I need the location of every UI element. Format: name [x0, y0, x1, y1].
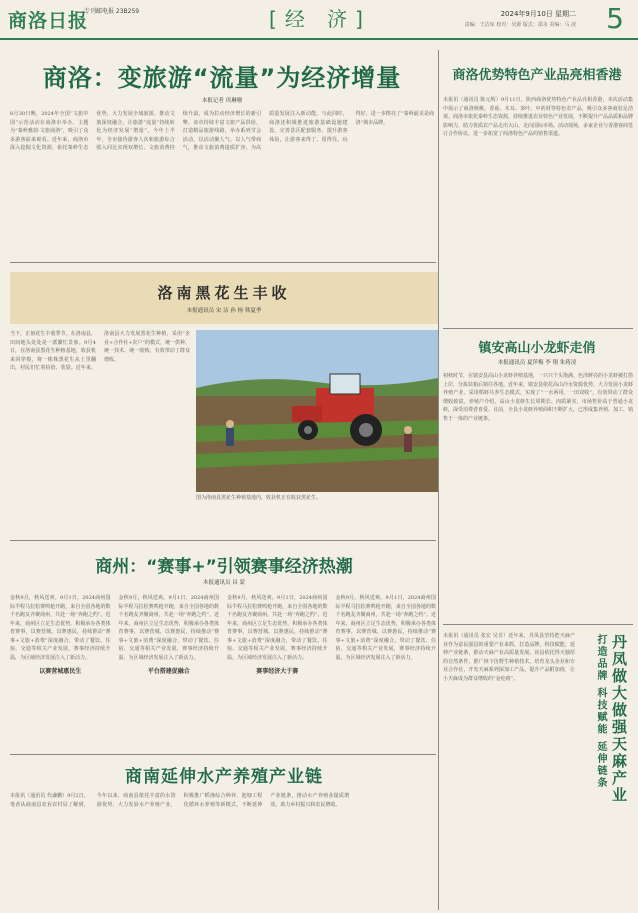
masthead — [0, 0, 638, 40]
peanut-headline: 洛南黑花生丰收 — [157, 284, 291, 302]
tianma-subheadline: 打造品牌 科技赋能 延伸链条 — [595, 634, 606, 789]
newspaper-logo: 商洛日报 — [8, 10, 89, 32]
section-tag: [经 济] — [269, 7, 371, 31]
tianma-vertical-headline — [580, 634, 630, 894]
hongkong-headline: 商洛优势特色产业品亮相香港 — [452, 68, 622, 83]
shangzhou-paragraph: 金秋9月，秋风送爽。9月1日，2024商州国际半程马拉松赛鸣枪开跑，来自全国各地的数千名跑友齐聚商州，共赴一场“奔跑之约”。近年来，商州区立足生态优势，积极承办各类体育赛事，以赛营城、以赛惠民，持续推动“赛事+文旅+消费”深度融合，带动了餐饮、住宿、交通等相关产业发展，赛事经济持续升温，为区域经济发展注入了新活力。 — [118, 595, 219, 661]
crayfish-headline: 镇安高山小龙虾走俏 — [478, 341, 596, 356]
shangnan-headline: 商南延伸水产养殖产业链 — [125, 767, 323, 787]
crayfish-byline: 本报通讯员 夏萍梅 李 翔 朱蒋凌 — [497, 360, 577, 366]
section-divider — [10, 754, 436, 755]
page-number: 5 — [606, 2, 624, 35]
shangzhou-body — [10, 594, 436, 750]
lead-body: 8月30日晚，2024年全国“文旅中国”示范活动在商洛市举办。主题为“秦岭雅韵·文旅商洛”，吸引了众多游客前来观看。近年来，商洛市深入挖掘文化资源，依托秦岭生态优势，大力发展全域旅游，推动文旅深度融合，让旅游“流量”持续转化为经济发展“增量”。今年上半年，全市接待游客人次和旅游综合收入同比实现双增长，文旅消费持续升温，成为拉动经济增长的新引擎。该市持续丰富文旅产品供给，打造精品旅游线路，举办系列节会活动，以活动聚人气、以人气带商气，推动文旅消费提质扩容，为高质量发展注入新动能。与此同时，商洛还积极推进旅游基础设施建设，完善景区配套服务，提升游客体验，让游客来得了、留得住、玩得好，进一步擦亮了“秦岭最美是商洛”城市品牌。 — [10, 111, 434, 151]
shangzhou-paragraph: 金秋9月，秋风送爽。9月1日，2024商州国际半程马拉松赛鸣枪开跑，来自全国各地的数千名跑友齐聚商州，共赴一场“奔跑之约”。近年来，商州区立足生态优势，积极承办各类体育赛事，以赛营城、以赛惠民，持续推动“赛事+文旅+消费”深度融合，带动了餐饮、住宿、交通等相关产业发展，赛事经济持续升温，为区域经济发展注入了新活力。 — [227, 595, 328, 661]
peanut-body: 当下，正值花生丰收季节。在洛南县，田间地头处处是一派繁忙景象。9月4日，在洛南县黑花生种植基地，收获机来回穿梭，将一株株黑花生从土里翻出，村民们忙着捡拾、装袋。近年来，洛南县大力发展黑花生种植，采用“企业+合作社+农户”的模式，统一供种、统一技术、统一收购，有效带动了群众增收。 — [10, 331, 190, 371]
shangzhou-subhead-3: 赛事经济大于赛 — [256, 668, 299, 675]
tianma-body: 本报讯（通讯员 张宏 吴非）近年来，丹凤县坚持把天麻产业作为富民强县的重要产业来抓，打造品牌，科技赋能，延伸产业链条，推动天麻产业高质量发展。该县依托得天独厚的自然条件，推广林下仿野生种植技术，培育龙头企业和专业合作社，开发天麻系列深加工产品，提升产品附加值，让小天麻成为群众增收的“金疙瘩”。 — [443, 633, 575, 682]
lead-byline: 本报记者 巩琳珊 — [201, 98, 243, 104]
column-divider — [438, 50, 439, 910]
shangzhou-paragraph: 金秋9月，秋风送爽。9月1日，2024商州国际半程马拉松赛鸣枪开跑，来自全国各地的数千名跑友齐聚商州，共赴一场“奔跑之约”。近年来，商州区立足生态优势，积极承办各类体育赛事，以赛营城、以赛惠民，持续推动“赛事+文旅+消费”深度融合，带动了餐饮、住宿、交通等相关产业发展，赛事经济持续升温，为区域经济发展注入了新活力。 — [10, 595, 111, 661]
tractor-harvest-image — [196, 330, 438, 492]
shangzhou-paragraph: 金秋9月，秋风送爽。9月1日，2024商州国际半程马拉松赛鸣枪开跑，来自全国各地的数千名跑友齐聚商州，共赴一场“奔跑之约”。近年来，商州区立足生态优势，积极承办各类体育赛事，以赛营城、以赛惠民，持续推动“赛事+文旅+消费”深度融合，带动了餐饮、住宿、交通等相关产业发展，赛事经济持续升温，为区域经济发展注入了新活力。 — [335, 595, 436, 661]
harvest-photo — [196, 330, 438, 492]
shangzhou-headline: 商州：“赛事+”引领赛事经济热潮 — [95, 557, 353, 577]
issue-date: 2024年9月10日 星期二 — [500, 10, 576, 18]
section-divider — [10, 540, 436, 541]
issue-editors: 责编：王洁琼 校对：吴源 版式：邵永 美编：马 凌 — [464, 22, 576, 28]
tianma-headline: 丹凤做大做强天麻产业 — [610, 634, 628, 804]
shangzhou-byline: 本报通讯员 昌 蒙 — [203, 580, 245, 586]
crayfish-body: 初秋时节，在镇安县高山小龙虾养殖基地，一只只个头饱满、色泽鲜亮的小龙虾被打捞上岸，分拣装箱后销往各地。近年来，镇安县依托高山冷水资源优势，大力发展小龙虾养殖产业，采用稻虾共养生态模式，实现了“一水两用、一田双收”，有效带动了群众增收致富。养殖户介绍，高山小龙虾生长周期长、肉质紧实，市场售价高于普通小龙虾，深受消费者喜爱。目前，全县小龙虾养殖面积不断扩大，已形成集养殖、加工、销售于一体的产业链条。 — [443, 373, 633, 422]
section-divider — [10, 262, 436, 263]
logo-subtitle: 专刊邮电报 23B259 — [84, 8, 140, 15]
shangzhou-subhead-2: 平台搭建促融合 — [147, 668, 190, 675]
hongkong-body: 本报讯（通讯员 陈元辉）9月11日，陕西商洛优势特色产业品亮相香港，本次活动集中展示了商洛核桃、香菇、木耳、茶叶、中药材等特色农产品，吸引众多客商驻足洽谈。商洛市依托秦岭生态资源，持续推进农业特色产业发展，不断提升产品品质和品牌影响力，助力优质农产品走出大山、走向国际市场。活动现场，多家企业与香港客商签订合作协议，进一步拓宽了商洛特色产品的销售渠道。 — [443, 97, 633, 137]
shangnan-body: 本报讯（通讯员 代谦鹏）9月2日，笔者从商南县农业农村局了解到，今年以来，商南县依托丰富的水资源优势，大力发展水产养殖产业，积极推广稻渔综合种养、池塘工程化循环水养殖等新模式，不断延伸产业链条，推动水产养殖业提质增效，助力乡村振兴和农民增收。 — [10, 793, 350, 808]
section-divider — [443, 328, 633, 329]
section-divider — [443, 624, 633, 625]
photo-caption: 图为洛南县黑花生种植基地内，收获机正在收获黑花生。 — [196, 495, 322, 501]
peanut-byline: 本报通讯员 宋 洁 孙 杨 韩夏季 — [186, 308, 262, 314]
lead-headline: 商洛：变旅游“流量”为经济增量 — [42, 64, 402, 92]
shangzhou-subhead-1: 以赛营城惠民生 — [39, 668, 82, 675]
